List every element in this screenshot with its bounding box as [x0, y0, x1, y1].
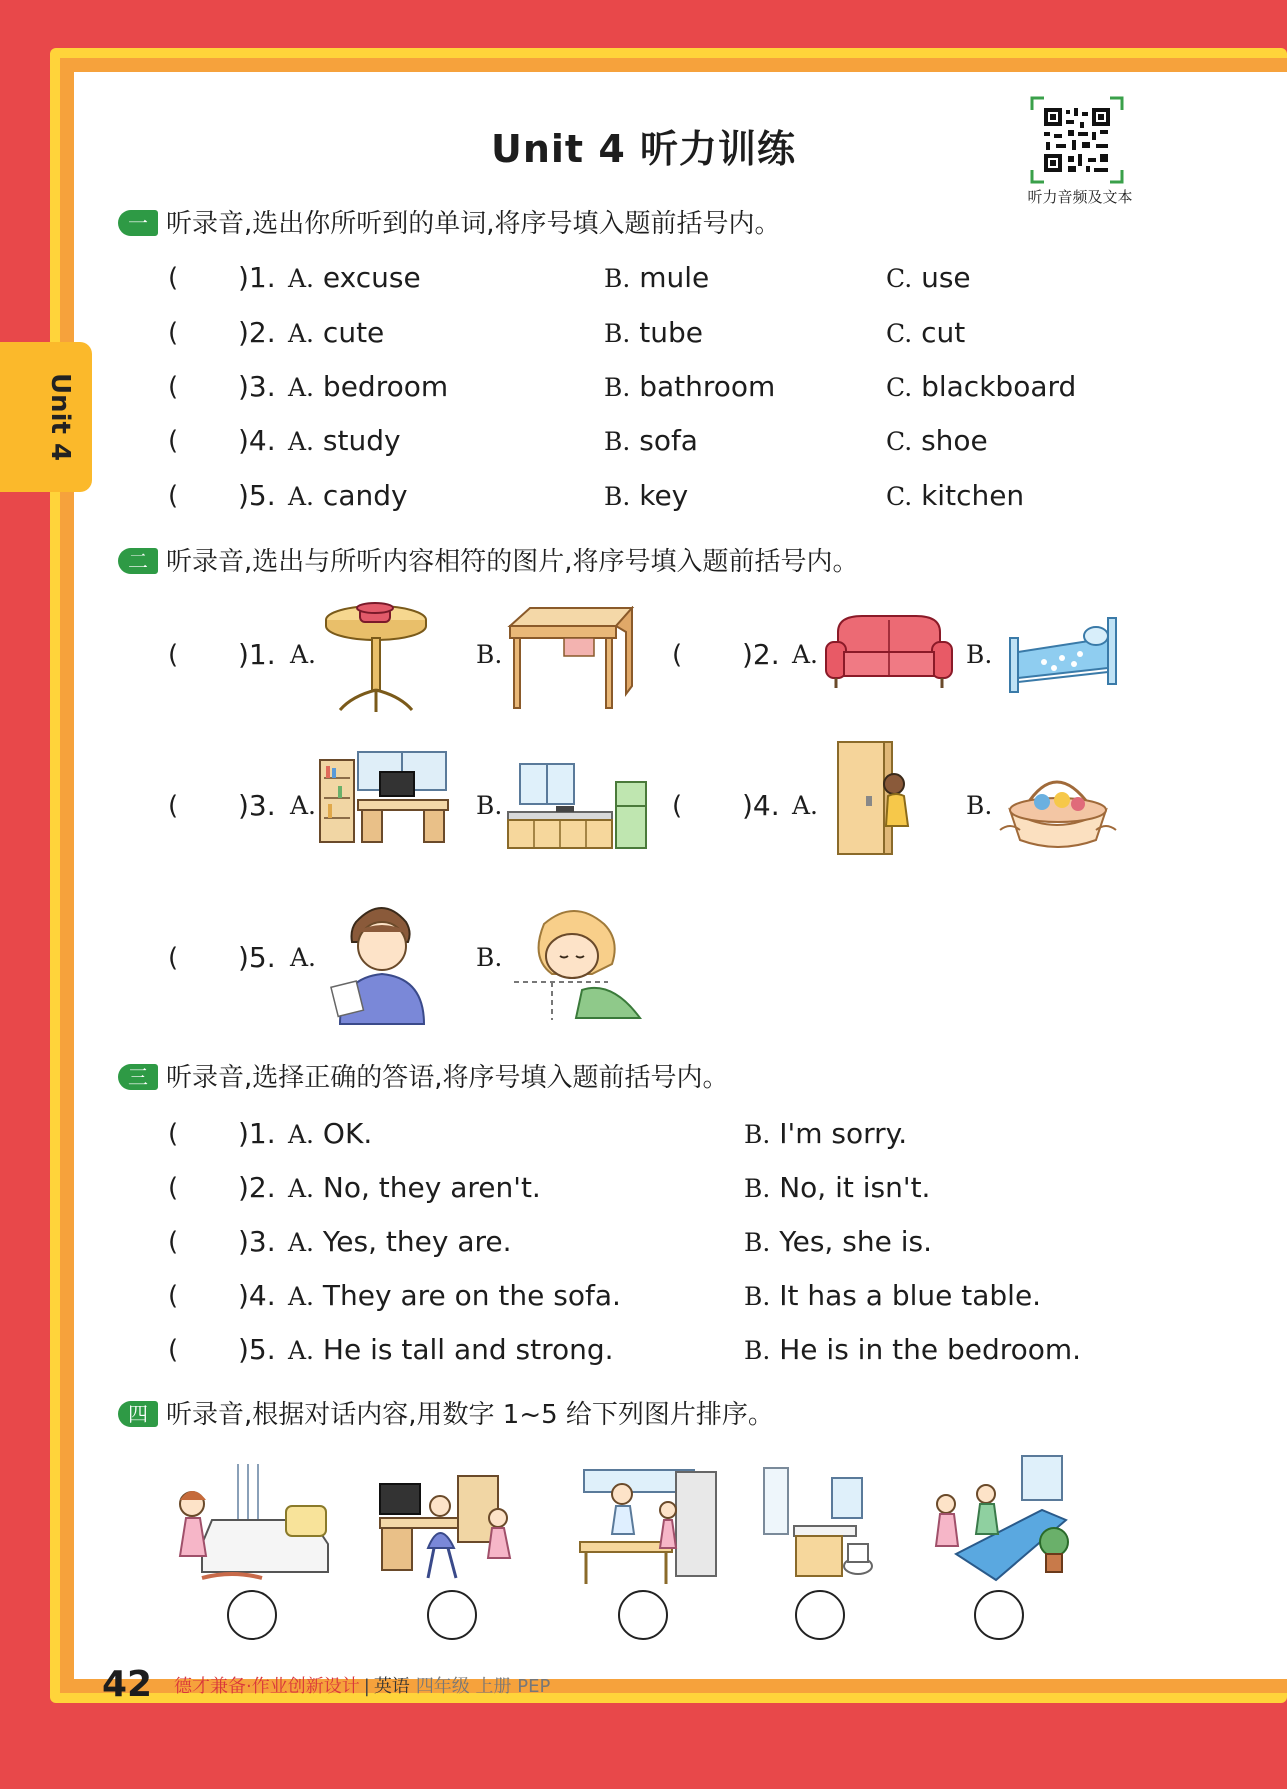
order-answer-circle[interactable] — [427, 1590, 477, 1640]
qr-caption: 听力音频及文本 — [1027, 188, 1133, 206]
option-b-label: B. — [966, 640, 993, 669]
question-number: )3. — [238, 789, 276, 822]
answer-blank-open[interactable]: ( — [168, 791, 179, 821]
section-1-heading — [118, 207, 781, 241]
answer-blank-open[interactable]: ( — [168, 640, 179, 670]
worksheet-paper — [74, 72, 1287, 1679]
option-a: A. They are on the sofa. — [288, 1279, 621, 1312]
option-a: A. He is tall and strong. — [288, 1333, 614, 1366]
option-b: B. I'm sorry. — [744, 1117, 908, 1150]
order-answer-circle[interactable] — [227, 1590, 277, 1640]
unit-tab-label: Unit 4 — [45, 372, 75, 462]
scene-kitchen-picture — [576, 1468, 726, 1586]
option-b: B. Yes, she is. — [744, 1225, 932, 1258]
qr-code-icon — [1030, 96, 1124, 184]
section-badge: 一 — [118, 210, 158, 236]
answer-blank-open[interactable]: ( — [168, 263, 179, 293]
answer-blank-open[interactable]: ( — [672, 640, 683, 670]
answer-blank-open[interactable]: ( — [168, 318, 179, 348]
option-a: A. excuse — [288, 261, 421, 294]
question-number: )4. — [742, 789, 780, 822]
option-a-label: A. — [792, 640, 819, 669]
section-instruction: 听录音,根据对话内容,用数字 1~5 给下列图片排序。 — [166, 1400, 774, 1430]
answer-blank-open[interactable]: ( — [168, 943, 179, 973]
section-instruction: 听录音,选出你所听到的单词,将序号填入题前括号内。 — [166, 209, 781, 239]
answer-blank-open[interactable]: ( — [168, 426, 179, 456]
option-b: B. It has a blue table. — [744, 1279, 1042, 1312]
option-b-label: B. — [476, 943, 503, 972]
section-4-heading — [118, 1398, 774, 1432]
option-b-label: B. — [966, 791, 993, 820]
scene-bedroom-picture — [162, 1460, 334, 1586]
bed-picture[interactable] — [1004, 608, 1122, 696]
option-b-label: B. — [476, 640, 503, 669]
section-3-heading — [118, 1061, 729, 1095]
desk-picture[interactable] — [506, 606, 636, 710]
option-a-label: A. — [792, 791, 819, 820]
question-number: )4. — [238, 424, 276, 457]
scene-bathroom-picture — [762, 1466, 880, 1586]
boy-behind-door-picture[interactable] — [836, 740, 912, 856]
question-number: )2. — [742, 638, 780, 671]
option-a: A. No, they aren't. — [288, 1171, 541, 1204]
footer-meta: 四年级 上册 PEP — [415, 1676, 551, 1697]
option-b: B. mule — [604, 261, 710, 294]
option-b: B. No, it isn't. — [744, 1171, 931, 1204]
section-badge: 三 — [118, 1064, 158, 1090]
option-c: C. shoe — [886, 424, 988, 457]
sofa-picture[interactable] — [824, 614, 954, 692]
basket-picture[interactable] — [996, 758, 1120, 848]
option-a: A. study — [288, 424, 401, 457]
study-room-picture[interactable] — [318, 750, 450, 846]
option-a-label: A. — [290, 640, 317, 669]
question-number: )4. — [238, 1279, 276, 1312]
section-instruction: 听录音,选出与所听内容相符的图片,将序号填入题前括号内。 — [166, 547, 859, 577]
section-badge: 二 — [118, 548, 158, 574]
option-b: B. tube — [604, 316, 703, 349]
option-a-label: A. — [290, 943, 317, 972]
scene-living-room-picture — [926, 1454, 1072, 1588]
question-number: )3. — [238, 1225, 276, 1258]
unit-side-tab — [0, 342, 92, 492]
option-b: B. He is in the bedroom. — [744, 1333, 1082, 1366]
option-c: C. kitchen — [886, 479, 1025, 512]
page-title: Unit 4 听力训练 — [491, 127, 796, 171]
option-c: C. cut — [886, 316, 966, 349]
kitchen-picture[interactable] — [506, 760, 650, 850]
round-table-with-phone-picture[interactable] — [318, 598, 434, 716]
question-number: )3. — [238, 370, 276, 403]
section-2-heading — [118, 545, 859, 579]
section-badge: 四 — [118, 1401, 158, 1427]
question-number: )5. — [238, 1333, 276, 1366]
option-b: B. bathroom — [604, 370, 776, 403]
answer-blank-open[interactable]: ( — [168, 1335, 179, 1365]
answer-blank-open[interactable]: ( — [168, 1281, 179, 1311]
option-a: A. cute — [288, 316, 385, 349]
option-a: A. candy — [288, 479, 408, 512]
order-answer-circle[interactable] — [795, 1590, 845, 1640]
footer-info — [174, 1672, 550, 1698]
question-number: )1. — [238, 638, 276, 671]
option-b: B. key — [604, 479, 689, 512]
option-b: B. sofa — [604, 424, 698, 457]
option-c: C. use — [886, 261, 971, 294]
option-c: C. blackboard — [886, 370, 1077, 403]
answer-blank-open[interactable]: ( — [168, 1119, 179, 1149]
section-instruction: 听录音,选择正确的答语,将序号填入题前括号内。 — [166, 1063, 729, 1093]
option-b-label: B. — [476, 791, 503, 820]
girl-sleeping-picture[interactable] — [512, 904, 646, 1022]
order-answer-circle[interactable] — [618, 1590, 668, 1640]
answer-blank-open[interactable]: ( — [168, 1227, 179, 1257]
footer-separator: | — [363, 1676, 370, 1697]
answer-blank-open[interactable]: ( — [168, 1173, 179, 1203]
order-answer-circle[interactable] — [974, 1590, 1024, 1640]
footer-subject: 英语 — [373, 1676, 410, 1697]
answer-blank-open[interactable]: ( — [672, 791, 683, 821]
footer-brand: 德才兼备·作业创新设计 — [174, 1676, 360, 1697]
option-a: A. OK. — [288, 1117, 373, 1150]
question-number: )2. — [238, 316, 276, 349]
question-number: )5. — [238, 941, 276, 974]
boy-with-paper-picture[interactable] — [326, 902, 438, 1026]
question-number: )1. — [238, 1117, 276, 1150]
answer-blank-open[interactable]: ( — [168, 372, 179, 402]
page-number: 42 — [102, 1664, 153, 1705]
question-number: )5. — [238, 479, 276, 512]
question-number: )1. — [238, 261, 276, 294]
option-a: A. bedroom — [288, 370, 449, 403]
scene-study-picture — [378, 1468, 524, 1586]
question-number: )2. — [238, 1171, 276, 1204]
option-a-label: A. — [290, 791, 317, 820]
option-a: A. Yes, they are. — [288, 1225, 512, 1258]
answer-blank-open[interactable]: ( — [168, 481, 179, 511]
